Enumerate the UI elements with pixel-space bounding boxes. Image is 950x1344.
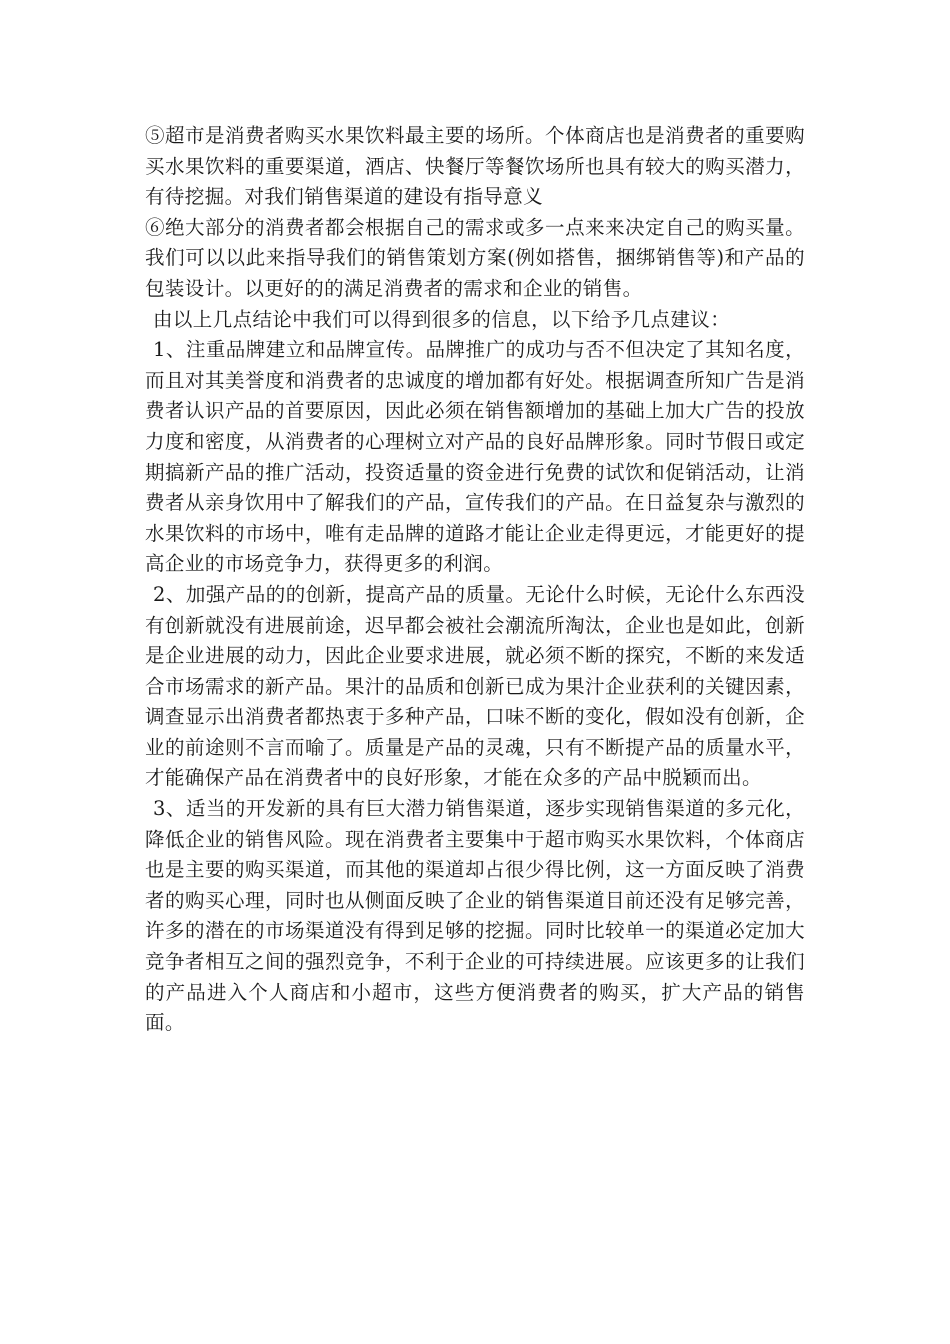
paragraph-suggestion-2: 2、加强产品的的创新，提高产品的质量。无论什么时候，无论什么东西没有创新就没有进展前途，迟早都会被社会潮流所淘汰，企业也是如此，创新是企业进展的动力，因此企业要求进展，就必须不断的探究，不断的来发适合市场需求的新产品。果汁的品质和创新已成为果汁企业获利的关键因素，调查显示出消费者都热衷于多种产品，口味不断的变化，假如没有创新，企业的前途则不言而喻了。质量是产品的灵魂，只有不断提产品的质量水平，才能确保产品在消费者中的良好形象，才能在众多的产品中脱颖而出。 bbox=[145, 582, 805, 790]
paragraph-suggestion-1: 1、注重品牌建立和品牌宣传。品牌推广的成功与否不但决定了其知名度，而且对其美誉度和消费者的忠诚度的增加都有好处。根据调查所知广告是消费者认识产品的首要原因，因此必须在销售额增加的基础上加大广告的投放力度和密度，从消费者的心理树立对产品的良好品牌形象。同时节假日或定期搞新产品的推广活动，投资适量的资金进行免费的试饮和促销活动，让消费者从亲身饮用中了解我们的产品，宣传我们的产品。在日益复杂与激烈的水果饮料的市场中，唯有走品牌的道路才能让企业走得更远，才能更好的提高企业的市场竞争力，获得更多的利润。 bbox=[145, 338, 805, 576]
paragraph-summary: 由以上几点结论中我们可以得到很多的信息，以下给予几点建议： bbox=[153, 307, 731, 331]
paragraph-suggestion-3: 3、适当的开发新的具有巨大潜力销售渠道，逐步实现销售渠道的多元化，降低企业的销售风险。现在消费者主要集中于超市购买水果饮料，个体商店也是主要的购买渠道，而其他的渠道却占很少得比例，这一方面反映了消费者的购买心理，同时也从侧面反映了企业的销售渠道目前还没有足够完善，许多的潜在的市场渠道没有得到足够的挖掘。同时比较单一的渠道必定加大竞争者相互之间的强烈竞争，不利于企业的可持续进展。应该更多的让我们的产品进入个人商店和小超市，这些方便消费者的购买，扩大产品的销售面。 bbox=[145, 797, 805, 1035]
paragraph-conclusion-6: ⑥绝大部分的消费者都会根据自己的需求或多一点来来决定自己的购买量。我们可以以此来指导我们的销售策划方案(例如搭售，捆绑销售等)和产品的包装设计。以更好的的满足消费者的需求和企业的销售。 bbox=[145, 215, 805, 300]
document-body bbox=[145, 121, 805, 1039]
paragraph-conclusion-5: ⑤超市是消费者购买水果饮料最主要的场所。个体商店也是消费者的重要购买水果饮料的重要渠道，酒店、快餐厅等餐饮场所也具有较大的购买潜力，有待挖掘。对我们销售渠道的建设有指导意义 bbox=[145, 124, 805, 209]
